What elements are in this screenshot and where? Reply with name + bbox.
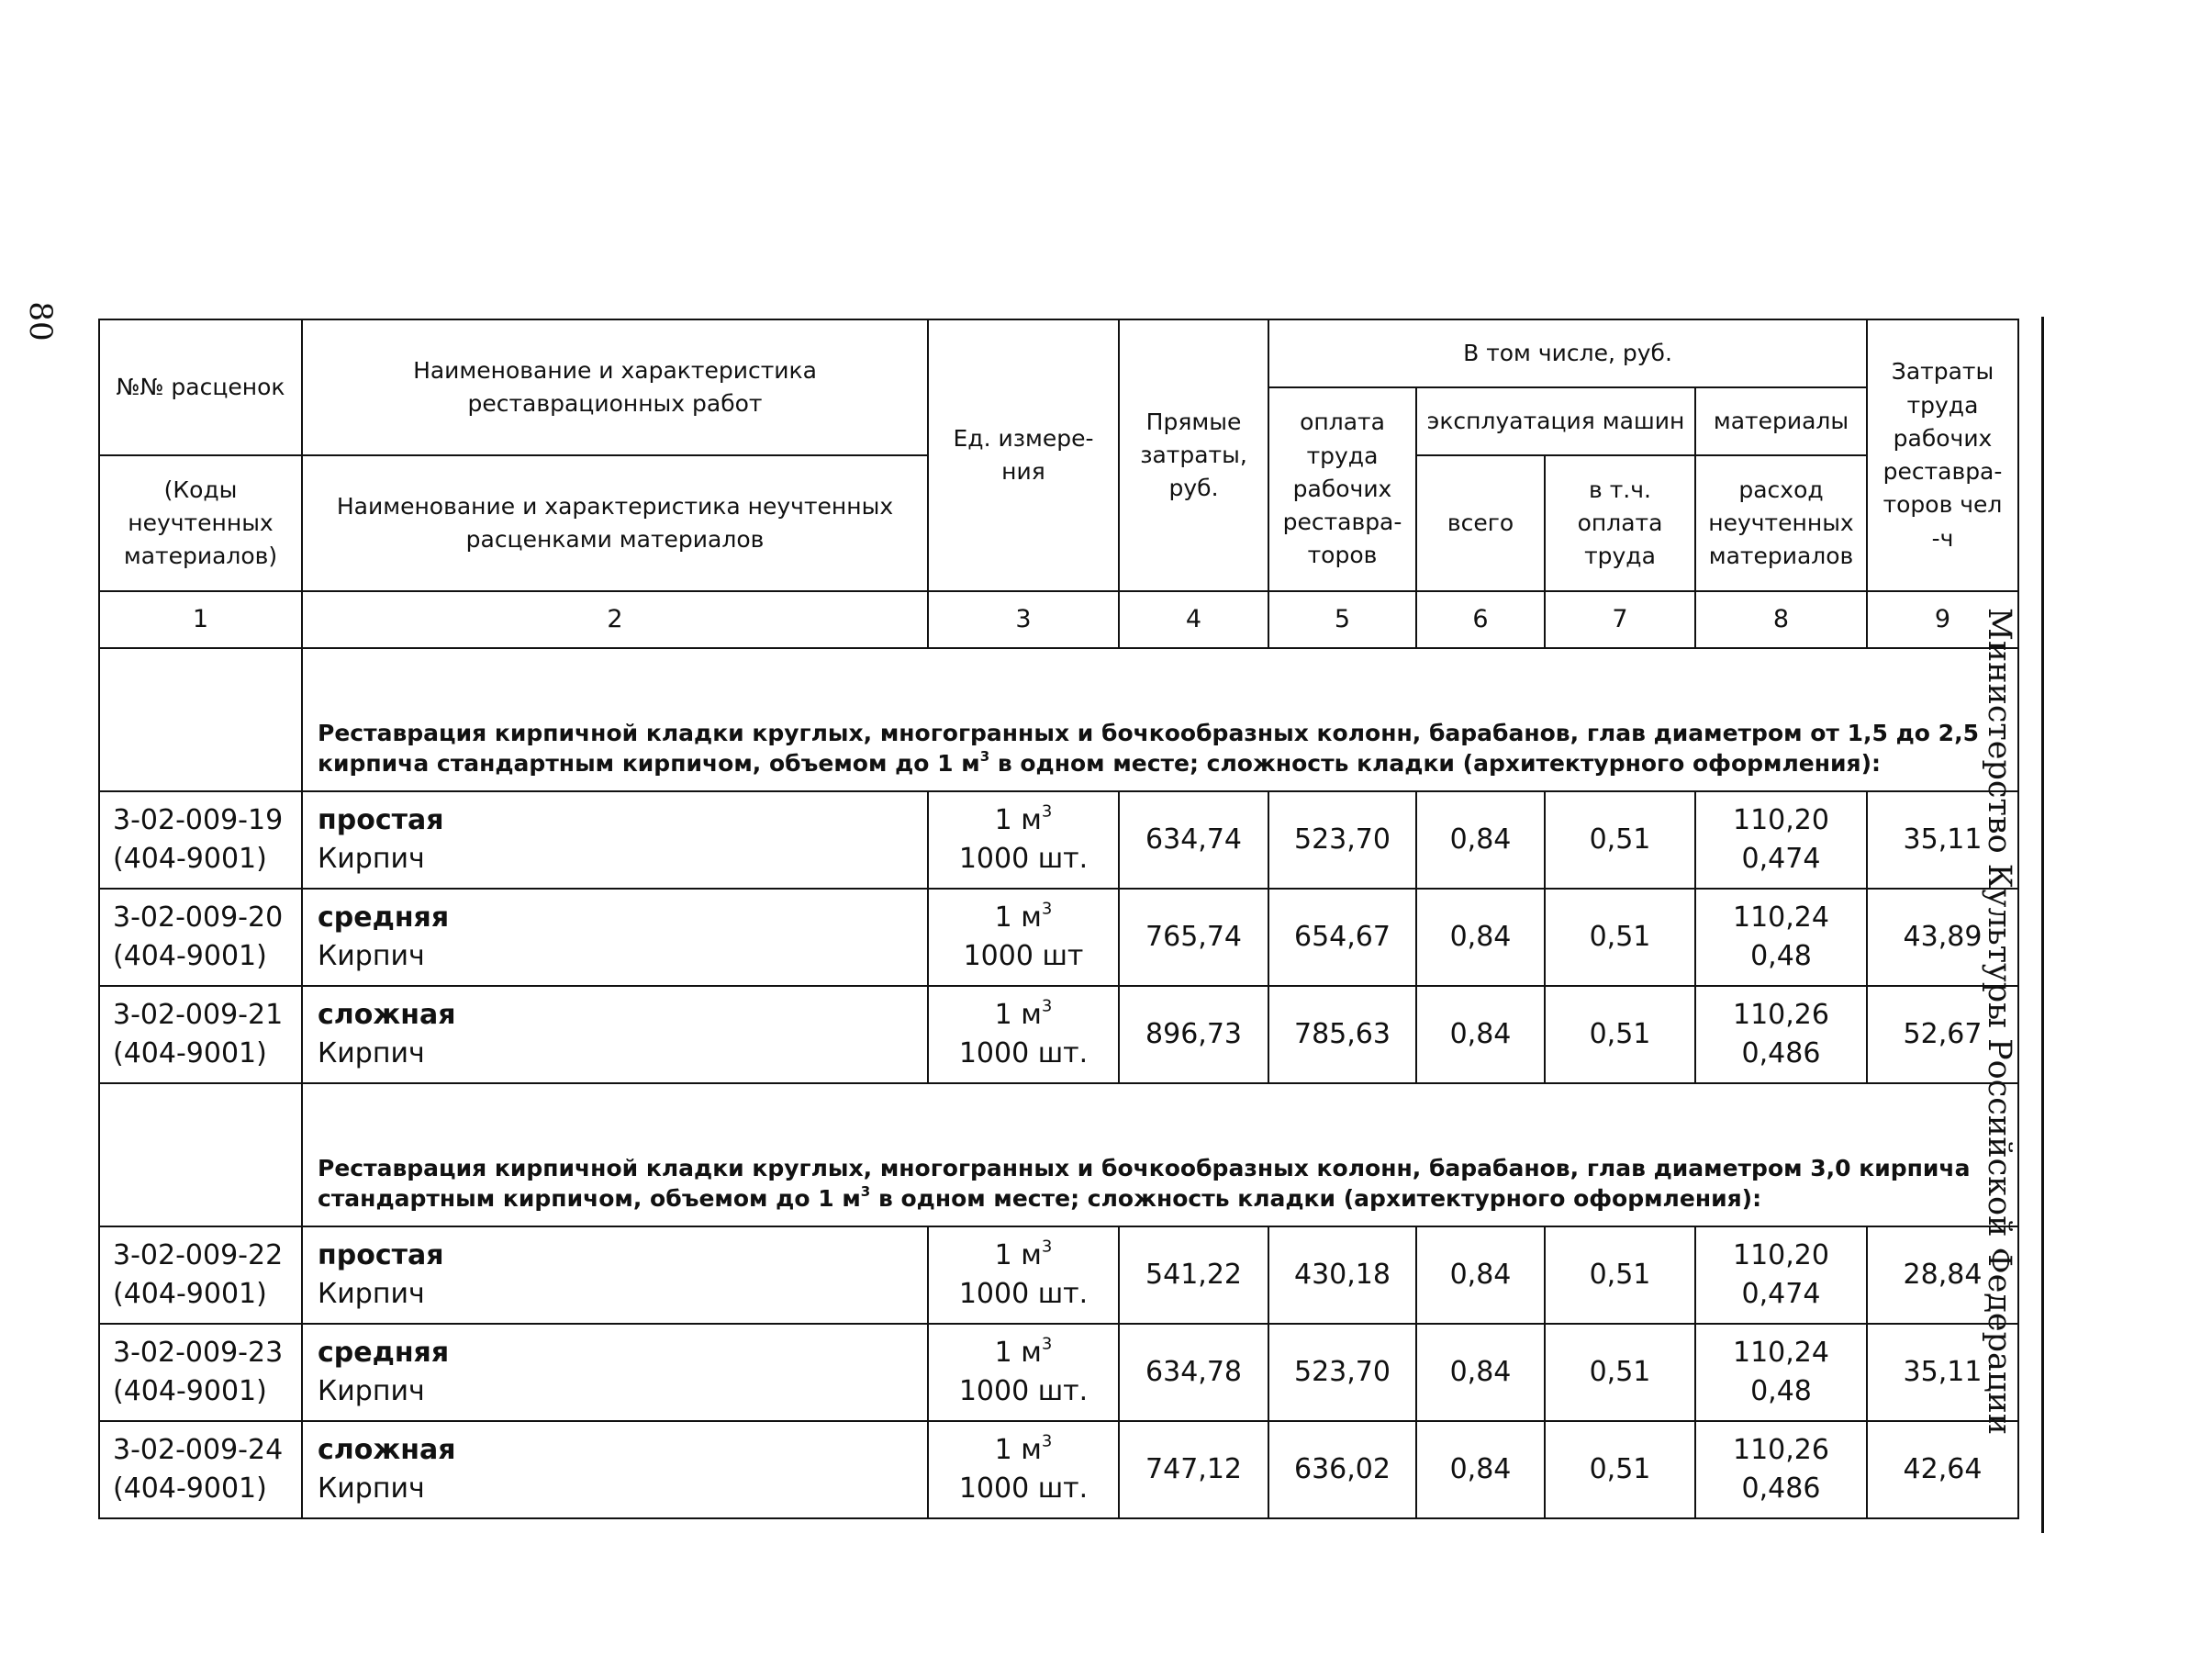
work-description-cell	[302, 791, 928, 889]
direct-costs-value: 765,74	[1119, 889, 1268, 986]
unit-material: 1000 шт.	[958, 1472, 1089, 1505]
header-unit: Ед. измере- ния	[928, 319, 1119, 591]
unit-base: 1 м	[994, 1434, 1042, 1466]
machines-total-value: 0,84	[1416, 1324, 1545, 1421]
material-name: Кирпич	[318, 1472, 425, 1505]
header-restorer-wages: оплата труда рабочих реставра- торов	[1268, 387, 1416, 591]
unit-base: 1 м	[994, 804, 1042, 836]
machines-labor-value: 0,51	[1545, 889, 1695, 986]
table-row	[99, 986, 2018, 1083]
section-title	[302, 648, 2018, 791]
unit-superscript: 3	[1041, 996, 1053, 1016]
column-numbers-row	[99, 591, 2018, 648]
section-empty-cell	[99, 1083, 302, 1226]
column-number: 8	[1695, 591, 1867, 648]
unit-cell	[928, 1324, 1119, 1421]
direct-costs-value: 634,78	[1119, 1324, 1268, 1421]
column-number: 1	[99, 591, 302, 648]
table-row	[99, 889, 2018, 986]
materials-value: 110,24	[1733, 901, 1829, 934]
materials-value: 110,24	[1733, 1337, 1829, 1369]
materials-cell	[1695, 791, 1867, 889]
complexity-label: средняя	[318, 1337, 450, 1369]
page-number: 80	[22, 301, 59, 341]
labor-hours-value: 52,67	[1867, 986, 2018, 1083]
section-title-text: Реставрация кирпичной кладки круглых, многогранных и бочкообразных колонн, барабанов, глав диаметром 3,0 кирпича стандартным кирпичом, объемом до 1 м	[318, 1154, 1971, 1213]
unit-base: 1 м	[994, 999, 1042, 1031]
column-number: 4	[1119, 591, 1268, 648]
section-title-text: Реставрация кирпичной кладки круглых, многогранных и бочкообразных колонн, барабанов, глав диаметром от 1,5 до 2,5 кирпича стандартным кирпичом, объемом до 1 м	[318, 719, 1979, 778]
table-row	[99, 791, 2018, 889]
materials-value: 110,26	[1733, 999, 1829, 1031]
materials-cell	[1695, 986, 1867, 1083]
header-direct-costs: Прямые затраты, руб.	[1119, 319, 1268, 591]
machines-labor-value: 0,51	[1545, 791, 1695, 889]
unit-material: 1000 шт.	[958, 843, 1089, 875]
work-description-cell	[302, 1226, 928, 1324]
section-title	[302, 1083, 2018, 1226]
header-machine-operation: эксплуатация машин	[1416, 387, 1695, 455]
unit-superscript: 3	[1041, 899, 1053, 919]
unit-base: 1 м	[994, 901, 1042, 934]
labor-hours-value: 28,84	[1867, 1226, 2018, 1324]
header-materials: материалы	[1695, 387, 1867, 455]
header-machines-total: всего	[1416, 455, 1545, 591]
machines-labor-value: 0,51	[1545, 1421, 1695, 1518]
material-consumption-value: 0,474	[1741, 1278, 1821, 1310]
direct-costs-value: 747,12	[1119, 1421, 1268, 1518]
unit-cell	[928, 1421, 1119, 1518]
work-description-cell	[302, 1421, 928, 1518]
column-number: 3	[928, 591, 1119, 648]
rate-code-cell	[99, 889, 302, 986]
material-code: (404-9001)	[113, 1278, 267, 1310]
direct-costs-value: 896,73	[1119, 986, 1268, 1083]
rate-code: 3-02-009-22	[113, 1239, 284, 1271]
rate-code: 3-02-009-20	[113, 901, 284, 934]
rate-code-cell	[99, 1421, 302, 1518]
unit-base: 1 м	[994, 1337, 1042, 1369]
work-description-cell	[302, 986, 928, 1083]
rate-code: 3-02-009-24	[113, 1434, 284, 1466]
column-number: 2	[302, 591, 928, 648]
material-consumption-value: 0,48	[1750, 940, 1812, 972]
materials-cell	[1695, 1421, 1867, 1518]
material-name: Кирпич	[318, 843, 425, 875]
rates-table	[98, 319, 2019, 1519]
section-title-text-end: в одном месте; сложность кладки (архитектурного оформления):	[870, 1185, 1762, 1213]
complexity-label: сложная	[318, 999, 456, 1031]
table-body	[99, 648, 2018, 1518]
material-code: (404-9001)	[113, 843, 267, 875]
material-consumption-value: 0,486	[1741, 1472, 1821, 1505]
machines-labor-value: 0,51	[1545, 1324, 1695, 1421]
rate-code-cell	[99, 1324, 302, 1421]
header-material-codes: (Коды неучтенных материалов)	[99, 455, 302, 591]
machines-total-value: 0,84	[1416, 1421, 1545, 1518]
column-number: 9	[1867, 591, 2018, 648]
restorer-wages-value: 430,18	[1268, 1226, 1416, 1324]
rate-code-cell	[99, 791, 302, 889]
labor-hours-value: 43,89	[1867, 889, 2018, 986]
direct-costs-value: 634,74	[1119, 791, 1268, 889]
work-description-cell	[302, 889, 928, 986]
column-number: 5	[1268, 591, 1416, 648]
table-row	[99, 1421, 2018, 1518]
running-header: Министерство Культуры Российской Федерации	[1981, 608, 2017, 1436]
material-name: Кирпич	[318, 1375, 425, 1407]
column-number: 7	[1545, 591, 1695, 648]
header-rate-number: №№ расценок	[99, 319, 302, 455]
header-material-name: Наименование и характеристика неучтенных расценками материалов	[302, 455, 928, 591]
column-number: 6	[1416, 591, 1545, 648]
rate-code: 3-02-009-19	[113, 804, 284, 836]
material-code: (404-9001)	[113, 1375, 267, 1407]
labor-hours-value: 42,64	[1867, 1421, 2018, 1518]
machines-total-value: 0,84	[1416, 791, 1545, 889]
restorer-wages-value: 636,02	[1268, 1421, 1416, 1518]
materials-cell	[1695, 1324, 1867, 1421]
rate-code: 3-02-009-21	[113, 999, 284, 1031]
unit-cell	[928, 791, 1119, 889]
table-row	[99, 1324, 2018, 1421]
materials-cell	[1695, 889, 1867, 986]
material-name: Кирпич	[318, 1037, 425, 1069]
complexity-label: простая	[318, 804, 444, 836]
unit-superscript: 3	[1041, 1334, 1053, 1354]
unit-material: 1000 шт	[963, 940, 1084, 972]
header-material-consumption: расход неучтенных материалов	[1695, 455, 1867, 591]
material-code: (404-9001)	[113, 1037, 267, 1069]
machines-labor-value: 0,51	[1545, 986, 1695, 1083]
direct-costs-value: 541,22	[1119, 1226, 1268, 1324]
section-title-superscript: 3	[860, 1183, 871, 1200]
unit-superscript: 3	[1041, 801, 1053, 822]
table-row	[99, 1226, 2018, 1324]
materials-value: 110,20	[1733, 804, 1829, 836]
restorer-wages-value: 523,70	[1268, 1324, 1416, 1421]
machines-total-value: 0,84	[1416, 1226, 1545, 1324]
section-title-superscript: 3	[979, 748, 990, 765]
restorer-wages-value: 523,70	[1268, 791, 1416, 889]
restorer-wages-value: 785,63	[1268, 986, 1416, 1083]
header-work-name: Наименование и характеристика реставрационных работ	[302, 319, 928, 455]
material-code: (404-9001)	[113, 1472, 267, 1505]
labor-hours-value: 35,11	[1867, 791, 2018, 889]
machines-total-value: 0,84	[1416, 889, 1545, 986]
unit-material: 1000 шт.	[958, 1375, 1089, 1407]
restorer-wages-value: 654,67	[1268, 889, 1416, 986]
unit-material: 1000 шт.	[958, 1278, 1089, 1310]
section-title-text-end: в одном месте; сложность кладки (архитектурного оформления):	[989, 750, 1881, 778]
header-labor-hours: Затраты труда рабочих реставра- торов чел -ч	[1867, 319, 2018, 591]
materials-value: 110,20	[1733, 1239, 1829, 1271]
section-empty-cell	[99, 648, 302, 791]
complexity-label: сложная	[318, 1434, 456, 1466]
section-heading-row	[99, 1083, 2018, 1226]
table-header	[99, 319, 2018, 648]
machines-labor-value: 0,51	[1545, 1226, 1695, 1324]
work-description-cell	[302, 1324, 928, 1421]
complexity-label: средняя	[318, 901, 450, 934]
header-including: В том числе, руб.	[1268, 319, 1867, 387]
labor-hours-value: 35,11	[1867, 1324, 2018, 1421]
materials-cell	[1695, 1226, 1867, 1324]
machines-total-value: 0,84	[1416, 986, 1545, 1083]
rate-code: 3-02-009-23	[113, 1337, 284, 1369]
complexity-label: простая	[318, 1239, 444, 1271]
rate-code-cell	[99, 986, 302, 1083]
section-heading-row	[99, 648, 2018, 791]
material-consumption-value: 0,486	[1741, 1037, 1821, 1069]
unit-superscript: 3	[1041, 1431, 1053, 1451]
material-name: Кирпич	[318, 1278, 425, 1310]
rate-code-cell	[99, 1226, 302, 1324]
material-consumption-value: 0,48	[1750, 1375, 1812, 1407]
unit-superscript: 3	[1041, 1237, 1053, 1257]
unit-material: 1000 шт.	[958, 1037, 1089, 1069]
header-machines-labor: в т.ч. оплата труда	[1545, 455, 1695, 591]
running-header-rule	[2041, 317, 2044, 1533]
material-code: (404-9001)	[113, 940, 267, 972]
unit-base: 1 м	[994, 1239, 1042, 1271]
material-name: Кирпич	[318, 940, 425, 972]
unit-cell	[928, 986, 1119, 1083]
unit-cell	[928, 889, 1119, 986]
materials-value: 110,26	[1733, 1434, 1829, 1466]
material-consumption-value: 0,474	[1741, 843, 1821, 875]
unit-cell	[928, 1226, 1119, 1324]
